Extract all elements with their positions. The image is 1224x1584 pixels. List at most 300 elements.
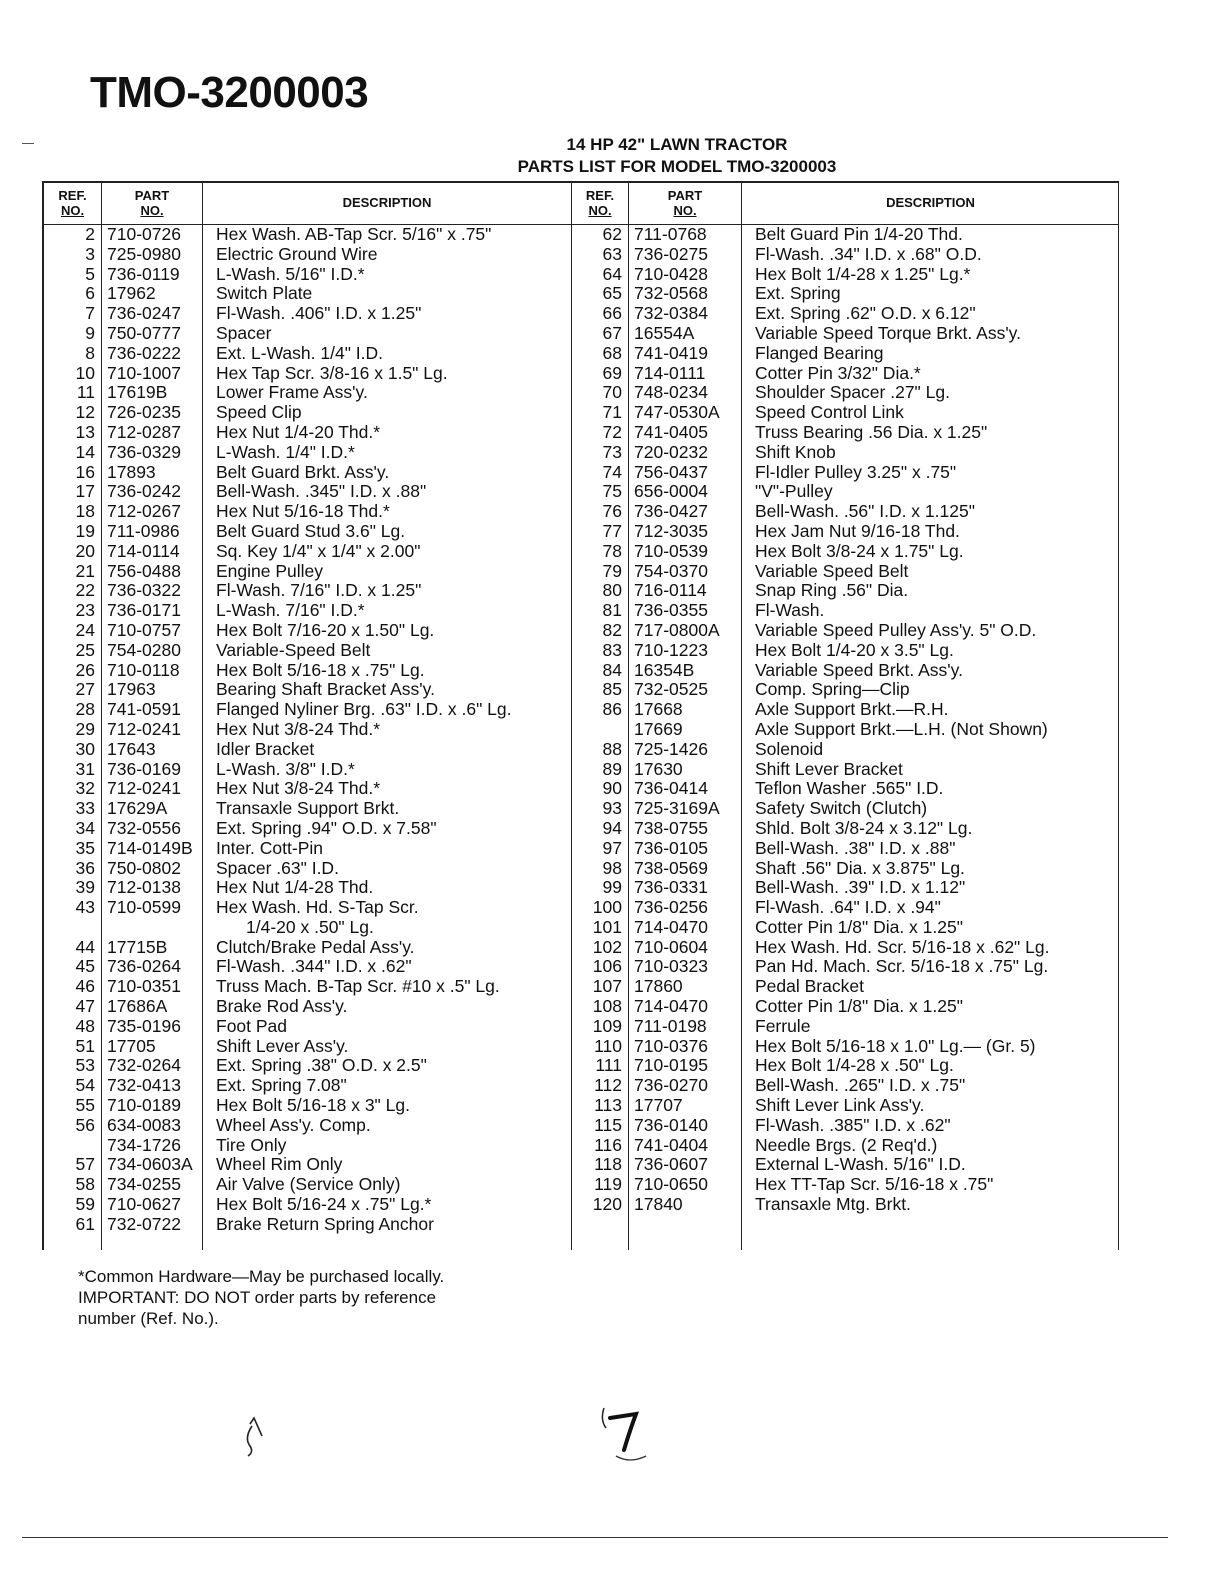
part-no-cell: 710-0604 (634, 936, 708, 957)
description-cell: Foot Pad (216, 1015, 288, 1036)
description-cell: Idler Bracket (216, 738, 315, 759)
part-no-cell: 736-0222 (107, 342, 181, 363)
ref-no-cell: 35 (75, 837, 95, 858)
description-cell: Solenoid (755, 738, 824, 759)
ref-no-cell: 45 (75, 956, 95, 977)
description-cell: Brake Rod Ass'y. (216, 996, 348, 1017)
part-no-cell: 712-0241 (107, 718, 181, 739)
description-cell: Variable Speed Brkt. Ass'y. (755, 659, 963, 680)
table-row (572, 779, 1118, 799)
description-cell: Transaxle Support Brkt. (216, 798, 400, 819)
table-row (44, 918, 571, 938)
description-cell: Cotter Pin 3/32" Dia.* (755, 362, 921, 383)
ref-no-cell: 89 (602, 758, 622, 779)
ref-no-cell: 71 (602, 402, 622, 423)
ref-no-cell: 70 (602, 382, 622, 403)
ref-no-cell: 59 (75, 1194, 95, 1215)
description-cell: Switch Plate (216, 283, 313, 304)
description-cell: Wheel Ass'y. Comp. (216, 1114, 371, 1135)
ref-no-cell: 78 (602, 540, 622, 561)
ref-no-cell: 21 (75, 560, 95, 581)
ref-no-cell: 16 (75, 461, 95, 482)
part-no-cell: 720-0232 (634, 441, 708, 462)
ref-no-cell: 24 (75, 619, 95, 640)
part-no-cell: 714-0111 (634, 362, 706, 383)
part-no-cell: 736-0329 (107, 441, 181, 462)
part-no-cell: 710-0757 (107, 619, 181, 640)
description-cell: Hex Nut 5/16-18 Thd.* (216, 501, 390, 522)
description-cell: Fl-Wash. .344" I.D. x .62" (216, 956, 412, 977)
table-row (44, 1056, 571, 1076)
part-no-cell: 736-0119 (107, 263, 180, 284)
part-no-cell: 741-0591 (107, 699, 181, 720)
table-row (572, 878, 1118, 898)
table-row (44, 779, 571, 799)
description-cell: Hex TT-Tap Scr. 5/16-18 x .75" (755, 1174, 994, 1195)
description-cell: Fl-Idler Pulley 3.25" x .75" (755, 461, 957, 482)
table-row (44, 621, 571, 641)
table-row (572, 839, 1118, 859)
part-no-cell: 738-0569 (634, 857, 708, 878)
description-cell: Cotter Pin 1/8" Dia. x 1.25" (755, 996, 963, 1017)
part-no-cell: 710-0428 (634, 263, 708, 284)
table-row (44, 443, 571, 463)
ref-no-cell: 3 (85, 243, 95, 264)
ref-no-cell: 79 (602, 560, 622, 581)
part-no-cell: 712-3035 (634, 520, 708, 541)
ref-no-cell: 119 (594, 1174, 622, 1195)
table-row (572, 819, 1118, 839)
description-cell: L-Wash. 5/16" I.D.* (216, 263, 365, 284)
table-row (44, 878, 571, 898)
part-no-cell: 736-0275 (634, 243, 708, 264)
part-no-cell: 736-0270 (634, 1075, 708, 1096)
part-no-cell: 734-1726 (107, 1134, 181, 1155)
table-row (572, 403, 1118, 423)
ref-no-cell: 36 (75, 857, 95, 878)
part-no-cell: 736-0427 (634, 501, 708, 522)
left-parts-list (44, 225, 571, 1235)
description-cell: Truss Bearing .56 Dia. x 1.25" (755, 421, 988, 442)
part-no-cell: 710-0118 (107, 659, 180, 680)
table-row (44, 977, 571, 997)
table-row (44, 740, 571, 760)
ref-no-cell: 19 (75, 520, 95, 541)
ref-no-cell: 85 (602, 679, 622, 700)
description-cell: Spacer (216, 322, 272, 343)
header-description-left: DESCRIPTION (342, 195, 432, 210)
page-mark-text: 7 (596, 1400, 597, 1401)
ref-no-cell: 14 (75, 441, 95, 462)
table-row (44, 819, 571, 839)
part-no-cell: 710-0323 (634, 956, 708, 977)
part-no-cell: 736-0140 (634, 1114, 708, 1135)
part-no-cell: 712-0241 (107, 778, 181, 799)
part-no-cell: 17715B (107, 936, 168, 957)
part-no-cell: 712-0138 (107, 877, 181, 898)
ref-no-cell: 81 (602, 600, 622, 621)
part-no-cell: 656-0004 (634, 481, 708, 502)
table-row (572, 938, 1118, 958)
subtitle-tractor: 14 HP 42" LAWN TRACTOR (566, 135, 788, 154)
part-no-cell: 732-0525 (634, 679, 708, 700)
ref-no-cell: 67 (602, 322, 622, 343)
table-row (44, 1195, 571, 1215)
description-cell: Hex Tap Scr. 3/8-16 x 1.5" Lg. (216, 362, 448, 383)
part-no-cell: 736-0355 (634, 600, 708, 621)
table-row (572, 1195, 1118, 1215)
description-cell: L-Wash. 3/8" I.D.* (216, 758, 355, 779)
part-no-cell: 748-0234 (634, 382, 708, 403)
ref-no-cell: 82 (602, 619, 622, 640)
table-row (572, 225, 1118, 245)
ref-no-cell: 33 (75, 798, 95, 819)
table-row (572, 324, 1118, 344)
ref-no-cell: 68 (602, 342, 622, 363)
ref-no-cell: 100 (592, 897, 622, 918)
table-row (44, 245, 571, 265)
ref-no-cell: 113 (594, 1095, 622, 1116)
description-cell: Variable Speed Torque Brkt. Ass'y. (755, 322, 1021, 343)
ref-no-cell: 99 (602, 877, 622, 898)
table-row (44, 1017, 571, 1037)
table-row (44, 423, 571, 443)
table-row (572, 799, 1118, 819)
part-no-cell: 750-0777 (107, 322, 181, 343)
ref-no-cell: 116 (594, 1134, 622, 1155)
table-row (44, 324, 571, 344)
header-description-right: DESCRIPTION (886, 195, 975, 210)
table-row (44, 383, 571, 403)
table-row (572, 621, 1118, 641)
header-part-no-left: PART NO. (134, 187, 170, 218)
ref-no-cell: 86 (602, 699, 622, 720)
description-cell: Fl-Wash. 7/16" I.D. x 1.25" (216, 580, 422, 601)
part-no-cell: 738-0755 (634, 817, 708, 838)
table-row (44, 562, 571, 582)
part-no-cell: 710-0539 (634, 540, 708, 561)
description-cell: Variable Speed Pulley Ass'y. 5" O.D. (755, 619, 1037, 640)
ref-no-cell: 30 (75, 738, 95, 759)
description-cell: Hex Bolt 1/4-20 x 3.5" Lg. (755, 639, 954, 660)
ref-no-cell: 5 (85, 263, 95, 284)
part-no-cell: 17668 (634, 699, 683, 720)
header-ref-no-left: REF. NO. (58, 187, 87, 218)
ref-no-cell: 25 (75, 639, 95, 660)
part-no-cell: 17840 (634, 1194, 683, 1215)
page-title: TMO-3200003 (90, 68, 369, 117)
ref-no-cell: 9 (85, 322, 95, 343)
table-row (572, 383, 1118, 403)
part-no-cell: 741-0404 (634, 1134, 708, 1155)
ref-no-cell: 94 (602, 817, 622, 838)
ref-no-cell: 54 (75, 1075, 95, 1096)
description-cell: Comp. Spring—Clip (755, 679, 910, 700)
ref-no-cell: 118 (594, 1154, 622, 1175)
footnote-ref-no: number (Ref. No.). (78, 1309, 219, 1328)
ref-no-cell: 110 (594, 1035, 622, 1056)
description-cell: Hex Bolt 5/16-18 x 1.0" Lg.— (Gr. 5) (755, 1035, 1036, 1056)
description-cell: Ext. Spring 7.08" (216, 1075, 347, 1096)
subtitle-parts-list: PARTS LIST FOR MODEL TMO-3200003 (517, 157, 837, 176)
description-cell: Bell-Wash. .39" I.D. x 1.12" (755, 877, 966, 898)
ref-no-cell: 69 (602, 362, 622, 383)
description-cell: Brake Return Spring Anchor (216, 1213, 434, 1234)
ref-no-cell: 28 (75, 699, 95, 720)
description-cell: Speed Control Link (755, 402, 904, 423)
table-row (44, 859, 571, 879)
description-cell: Shld. Bolt 3/8-24 x 3.12" Lg. (755, 817, 973, 838)
description-cell: Belt Guard Pin 1/4-20 Thd. (755, 224, 963, 244)
part-no-cell: 17963 (107, 679, 156, 700)
table-row (572, 1017, 1118, 1037)
description-cell: Hex Bolt 5/16-24 x .75" Lg.* (216, 1194, 432, 1215)
part-no-cell: 710-0599 (107, 897, 181, 918)
ref-no-cell: 32 (75, 778, 95, 799)
part-no-cell: 735-0196 (107, 1015, 181, 1036)
ref-no-cell: 13 (75, 421, 95, 442)
ref-no-cell: 83 (602, 639, 622, 660)
part-no-cell: 726-0235 (107, 402, 181, 423)
description-cell: Bell-Wash. .265" I.D. x .75" (755, 1075, 966, 1096)
ref-no-cell: 58 (75, 1174, 95, 1195)
part-no-cell: 17643 (107, 738, 156, 759)
ref-no-cell: 43 (75, 897, 95, 918)
table-row (44, 938, 571, 958)
part-no-cell: 17686A (107, 996, 168, 1017)
part-no-cell: 17707 (634, 1095, 683, 1116)
ref-no-cell: 31 (75, 758, 95, 779)
description-cell: Hex Nut 1/4-20 Thd.* (216, 421, 381, 442)
description-cell: Pedal Bracket (755, 976, 864, 997)
ref-no-cell: 55 (75, 1095, 95, 1116)
table-row (572, 957, 1118, 977)
ref-no-cell: 12 (75, 402, 95, 423)
part-no-cell: 17629A (107, 798, 168, 819)
ref-no-cell: 2 (85, 224, 95, 244)
part-no-cell: 741-0405 (634, 421, 708, 442)
ref-no-cell: 27 (75, 679, 95, 700)
part-no-cell: 736-0171 (107, 600, 181, 621)
part-no-cell: 17669 (634, 718, 683, 739)
header-ref-no-right: REF. NO. (585, 187, 615, 218)
description-cell: Shoulder Spacer .27" Lg. (755, 382, 950, 403)
part-no-cell: 734-0603A (107, 1154, 193, 1175)
part-no-cell: 754-0280 (107, 639, 181, 660)
table-row (572, 542, 1118, 562)
part-no-cell: 17962 (107, 283, 156, 304)
description-cell: L-Wash. 1/4" I.D.* (216, 441, 355, 462)
table-row (572, 601, 1118, 621)
table-row (44, 482, 571, 502)
description-cell: Inter. Cott-Pin (216, 837, 323, 858)
part-no-cell: 732-0413 (107, 1075, 181, 1096)
description-cell: External L-Wash. 5/16" I.D. (755, 1154, 966, 1175)
table-row (44, 680, 571, 700)
table-row (572, 304, 1118, 324)
description-cell: Hex Bolt 7/16-20 x 1.50" Lg. (216, 619, 435, 640)
description-cell: Shaft .56" Dia. x 3.875" Lg. (755, 857, 965, 878)
handwritten-page-number (596, 1400, 656, 1470)
part-no-cell: 710-0351 (107, 976, 181, 997)
description-cell: Safety Switch (Clutch) (755, 798, 928, 819)
part-no-cell: 717-0800A (634, 619, 720, 640)
description-cell: Shift Lever Bracket (755, 758, 903, 779)
ref-no-cell: 63 (602, 243, 622, 264)
part-no-cell: 725-3169A (634, 798, 720, 819)
table-row (44, 1215, 571, 1235)
ref-no-cell: 80 (602, 580, 622, 601)
description-cell: Variable-Speed Belt (216, 639, 371, 660)
description-cell: "V"-Pulley (755, 481, 833, 502)
ref-no-cell: 61 (75, 1213, 95, 1234)
ref-no-cell: 88 (602, 738, 622, 759)
part-no-cell: 714-0470 (634, 996, 708, 1017)
description-cell: Hex Bolt 1/4-28 x .50" Lg. (755, 1055, 954, 1076)
ref-no-cell: 106 (592, 956, 622, 977)
description-cell: Hex Jam Nut 9/16-18 Thd. (755, 520, 960, 541)
description-cell: Hex Wash. Hd. S-Tap Scr. (216, 897, 419, 918)
part-no-cell: 732-0384 (634, 303, 708, 324)
part-no-cell: 711-0198 (634, 1015, 707, 1036)
description-cell: Pan Hd. Mach. Scr. 5/16-18 x .75" Lg. (755, 956, 1049, 977)
part-no-cell: 710-1223 (634, 639, 708, 660)
table-row (572, 1116, 1118, 1136)
table-row (44, 799, 571, 819)
table-row (44, 581, 571, 601)
table-row (572, 1136, 1118, 1156)
part-no-cell: 17619B (107, 382, 168, 403)
description-cell: Cotter Pin 1/8" Dia. x 1.25" (755, 916, 963, 937)
description-cell: Bell-Wash. .38" I.D. x .88" (755, 837, 956, 858)
table-row (572, 641, 1118, 661)
ref-no-cell: 11 (76, 382, 95, 403)
ref-no-cell: 48 (75, 1015, 95, 1036)
ref-no-cell: 112 (594, 1075, 622, 1096)
part-no-cell: 17705 (107, 1035, 156, 1056)
description-cell: Ferrule (755, 1015, 811, 1036)
description-cell: Snap Ring .56" Dia. (755, 580, 909, 601)
part-no-cell: 736-0264 (107, 956, 181, 977)
table-row (44, 344, 571, 364)
description-cell: Teflon Washer .565" I.D. (755, 778, 944, 799)
description-cell: Wheel Rim Only (216, 1154, 343, 1175)
table-row (44, 661, 571, 681)
table-row (44, 997, 571, 1017)
ref-no-cell: 29 (75, 718, 95, 739)
part-no-cell: 710-0189 (107, 1095, 181, 1116)
ref-no-cell: 53 (75, 1055, 95, 1076)
description-cell: Axle Support Brkt.—R.H. (755, 699, 949, 720)
table-row (44, 522, 571, 542)
table-row (572, 918, 1118, 938)
table-row (572, 859, 1118, 879)
table-row (572, 977, 1118, 997)
ref-no-cell: 77 (602, 520, 622, 541)
table-row (44, 1037, 571, 1057)
part-no-cell: 747-0530A (634, 402, 720, 423)
ref-no-cell: 65 (602, 283, 622, 304)
description-cell: Shift Knob (755, 441, 836, 462)
part-no-cell: 736-0414 (634, 778, 708, 799)
table-row (44, 957, 571, 977)
table-row (572, 680, 1118, 700)
part-no-cell: 16354B (634, 659, 695, 680)
description-cell: Flanged Nyliner Brg. .63" I.D. x .6" Lg. (216, 699, 512, 720)
description-cell: Bearing Shaft Bracket Ass'y. (216, 679, 435, 700)
part-no-cell: 736-0331 (634, 877, 708, 898)
table-row (572, 364, 1118, 384)
description-cell: Ext. Spring (755, 283, 841, 304)
part-no-cell: 714-0114 (107, 540, 180, 561)
ref-no-cell: 51 (75, 1035, 95, 1056)
ref-no-cell: 120 (592, 1194, 622, 1215)
table-row (44, 720, 571, 740)
description-cell: Shift Lever Ass'y. (216, 1035, 349, 1056)
description-cell: Speed Clip (216, 402, 302, 423)
ref-no-cell: 93 (602, 798, 622, 819)
part-no-cell: 732-0722 (107, 1213, 181, 1234)
ref-no-cell: 109 (592, 1015, 622, 1036)
ref-no-cell: 46 (75, 976, 95, 997)
ref-no-cell: 8 (85, 342, 95, 363)
ref-no-cell: 44 (75, 936, 95, 957)
table-row (44, 265, 571, 285)
part-no-cell: 732-0264 (107, 1055, 181, 1076)
part-no-cell: 17630 (634, 758, 683, 779)
description-cell: 1/4-20 x .50" Lg. (246, 916, 374, 937)
part-no-cell: 716-0114 (634, 580, 707, 601)
part-no-cell: 710-0376 (634, 1035, 708, 1056)
table-row (44, 304, 571, 324)
part-no-cell: 754-0370 (634, 560, 708, 581)
description-cell: Bell-Wash. .56" I.D. x 1.125" (755, 501, 975, 522)
part-no-cell: 17860 (634, 976, 683, 997)
ref-no-cell: 22 (75, 580, 95, 601)
table-row (572, 1175, 1118, 1195)
ref-no-cell: 18 (75, 501, 95, 522)
table-row (572, 700, 1118, 720)
description-cell: Hex Nut 3/8-24 Thd.* (216, 778, 381, 799)
ref-no-cell: 47 (75, 996, 95, 1017)
part-no-cell: 736-0247 (107, 303, 181, 324)
table-row (572, 344, 1118, 364)
description-cell: Air Valve (Service Only) (216, 1174, 401, 1195)
part-no-cell: 736-0256 (634, 897, 708, 918)
footer-rule (22, 1537, 1168, 1538)
part-no-cell: 710-0650 (634, 1174, 708, 1195)
part-no-cell: 725-0980 (107, 243, 181, 264)
ref-no-cell: 7 (85, 303, 95, 324)
part-no-cell: 711-0986 (107, 520, 180, 541)
table-row (572, 997, 1118, 1017)
description-cell: Bell-Wash. .345" I.D. x .88" (216, 481, 427, 502)
description-cell: Belt Guard Brkt. Ass'y. (216, 461, 390, 482)
part-no-cell: 732-0556 (107, 817, 181, 838)
ref-no-cell: 115 (594, 1114, 622, 1135)
description-cell: Engine Pulley (216, 560, 324, 581)
ref-no-cell: 66 (602, 303, 622, 324)
description-cell: Ext. L-Wash. 1/4" I.D. (216, 342, 384, 363)
description-cell: Truss Mach. B-Tap Scr. #10 x .5" Lg. (216, 976, 500, 997)
table-row (572, 245, 1118, 265)
description-cell: Tire Only (216, 1134, 287, 1155)
description-cell: Hex Bolt 5/16-18 x 3" Lg. (216, 1095, 410, 1116)
description-cell: L-Wash. 7/16" I.D.* (216, 600, 365, 621)
description-cell: Transaxle Mtg. Brkt. (755, 1194, 911, 1215)
table-row (44, 1155, 571, 1175)
description-cell: Belt Guard Stud 3.6" Lg. (216, 520, 406, 541)
